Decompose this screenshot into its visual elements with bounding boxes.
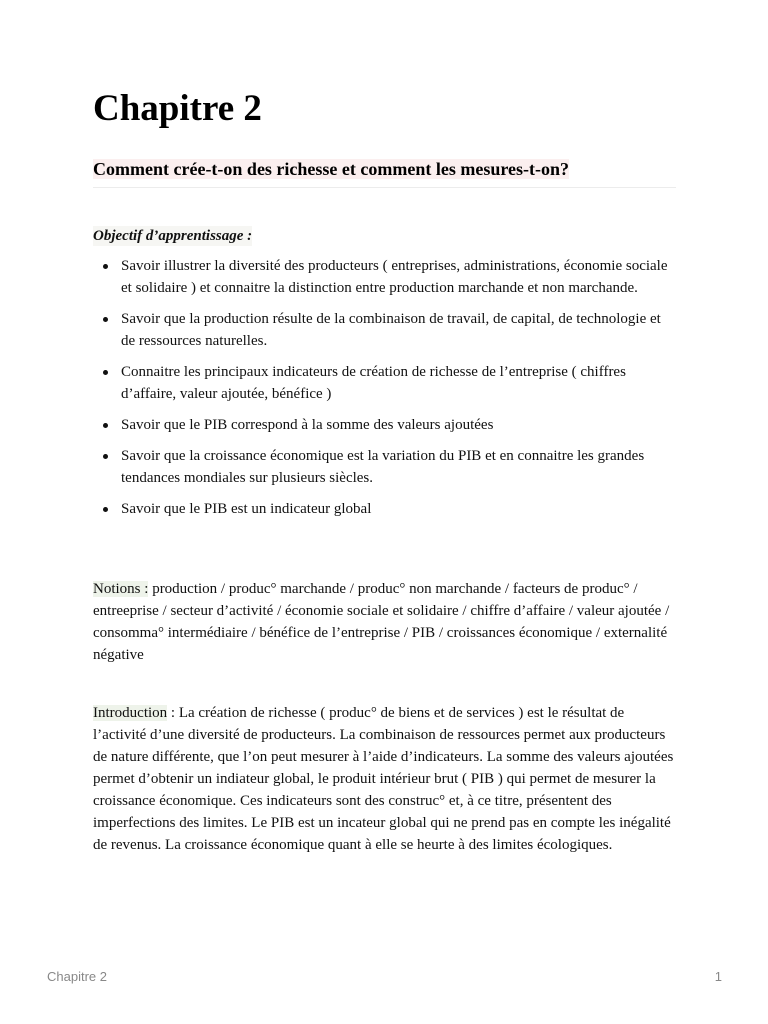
introduction-text: : La création de richesse ( produc° de biens et de services ) est le résultat de l’activité d’une diversité de producteurs. La combinaison de ressources permet aux producteurs de nature différente, que l’on peut mesurer à l’aide d’indicateurs. La somme des valeurs ajoutées permet d’obtenir un indiateur global, le produit intérieur brut ( PIB ) qui permet de mesurer la croissance économique. Ces indicateurs sont des construc° et, à ce titre, présentent des imperfections des limites. Le PIB est un incateur global qui ne prend pas en compte les inégalité de revenus. La croissance économique quant à elle se heurte à des limites écologiques. bbox=[93, 705, 674, 853]
bullet-icon bbox=[103, 507, 108, 512]
objective-item bbox=[93, 445, 676, 489]
objective-text: Savoir que la production résulte de la combinaison de travail, de capital, de technologie et de ressources naturelles. bbox=[121, 311, 661, 349]
objective-item bbox=[93, 361, 676, 405]
chapter-title: Chapitre 2 bbox=[93, 88, 262, 129]
bullet-icon bbox=[103, 317, 108, 322]
footer-chapter-label: Chapitre 2 bbox=[47, 969, 107, 984]
objective-item bbox=[93, 498, 676, 520]
bullet-icon bbox=[103, 454, 108, 459]
bullet-icon bbox=[103, 423, 108, 428]
introduction-paragraph bbox=[93, 702, 676, 856]
objective-text: Savoir que le PIB correspond à la somme des valeurs ajoutées bbox=[121, 417, 494, 433]
objective-text: Savoir illustrer la diversité des producteurs ( entreprises, administrations, économie sociale et solidaire ) et connaitre la distinction entre production marchande et non marchande. bbox=[121, 258, 668, 296]
objective-text: Connaitre les principaux indicateurs de création de richesse de l’entreprise ( chiffres d’affaire, valeur ajoutée, bénéfice ) bbox=[121, 364, 626, 402]
notions-label: Notions : bbox=[93, 581, 149, 597]
objectives-list bbox=[93, 255, 676, 529]
objective-item bbox=[93, 255, 676, 299]
introduction-label: Introduction bbox=[93, 705, 168, 721]
subtitle-block bbox=[93, 157, 676, 188]
objective-text: Savoir que le PIB est un indicateur global bbox=[121, 501, 372, 517]
chapter-subtitle: Comment crée-t-on des richesse et comment les mesures-t-on? bbox=[93, 159, 570, 179]
objective-item bbox=[93, 308, 676, 352]
bullet-icon bbox=[103, 264, 108, 269]
objective-item bbox=[93, 414, 676, 436]
notions-paragraph bbox=[93, 578, 676, 666]
footer-page-number: 1 bbox=[714, 969, 722, 984]
objective-text: Savoir que la croissance économique est la variation du PIB et en connaitre les grandes tendances mondiales sur plusieurs siècles. bbox=[121, 448, 645, 486]
notions-text: production / produc° marchande / produc° non marchande / facteurs de produc° / entreeprise / secteur d’activité / économie sociale et solidaire / chiffre d’affaire / valeur ajoutée / consomma° intermédiaire / bénéfice de l’entreprise / PIB / croissances économique / externalité négative bbox=[93, 581, 670, 663]
bullet-icon bbox=[103, 370, 108, 375]
objective-label: Objectif d’apprentissage : bbox=[93, 228, 253, 244]
